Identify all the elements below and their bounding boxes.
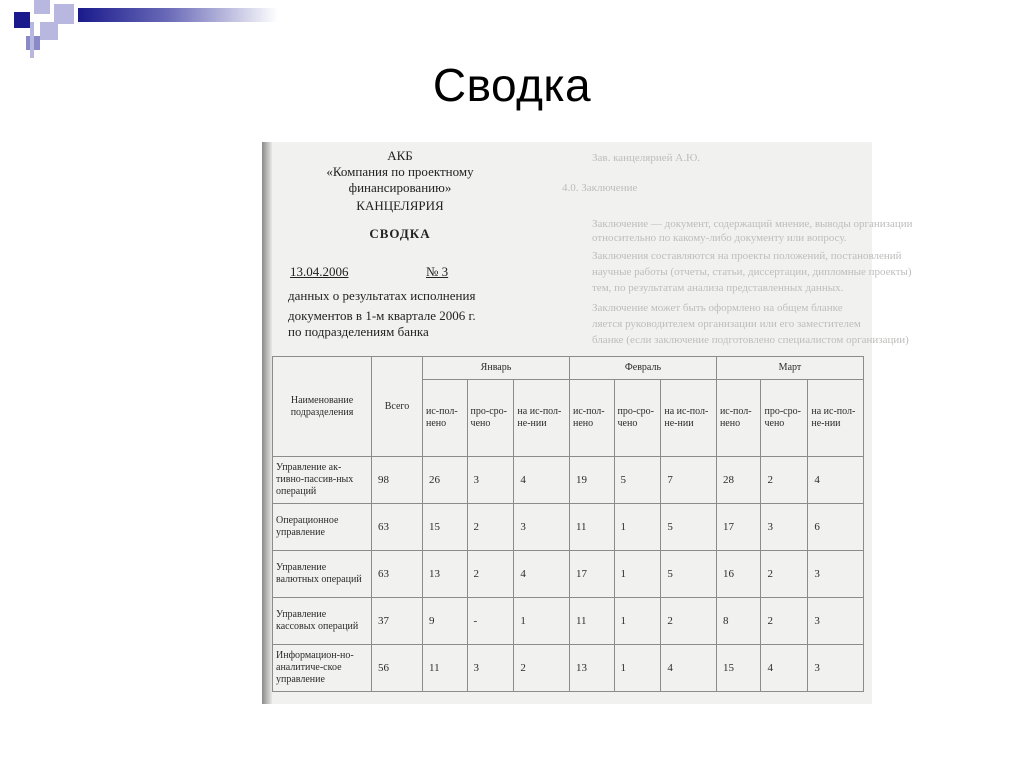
value-cell: 3	[467, 645, 514, 692]
total-column-header: Всего	[372, 357, 423, 457]
total-cell: 37	[372, 598, 423, 645]
month-header: Март	[716, 357, 863, 380]
value-cell: 4	[761, 645, 808, 692]
value-cell: 11	[569, 598, 614, 645]
ghost-text-line: Заключение может быть оформлено на общем бланке	[592, 302, 843, 314]
doc-date: 13.04.2006	[290, 264, 349, 279]
department-name-cell: Операционное управление	[273, 504, 372, 551]
value-cell: 11	[423, 645, 468, 692]
month-header: Январь	[423, 357, 570, 380]
subject-line: документов в 1-м квартале 2006 г.	[288, 308, 476, 323]
org-line: КАНЦЕЛЯРИЯ	[356, 198, 444, 213]
report-table	[272, 356, 864, 692]
scanned-document	[262, 142, 913, 704]
value-cell: 9	[423, 598, 468, 645]
department-name-cell: Информацион-но-аналитиче-ское управление	[273, 645, 372, 692]
value-cell: 3	[514, 504, 570, 551]
ghost-text-line: ляется руководителем организации или его заместителем	[592, 318, 861, 330]
decor-square	[14, 12, 30, 28]
ghost-text-line: тем, по результатам анализа представленных данных.	[592, 282, 844, 294]
value-cell: 19	[569, 457, 614, 504]
sub-header: на ис-пол-не-нии	[808, 380, 864, 457]
org-line: финансированию»	[348, 180, 452, 195]
value-cell: 4	[661, 645, 717, 692]
ghost-text-line: Заключения составляются на проекты положений, постановлений	[592, 250, 902, 262]
value-cell: 1	[614, 645, 661, 692]
value-cell: 11	[569, 504, 614, 551]
value-cell: 4	[808, 457, 864, 504]
table-row	[273, 504, 864, 551]
value-cell: 2	[761, 457, 808, 504]
value-cell: 1	[514, 598, 570, 645]
value-cell: 3	[761, 504, 808, 551]
ghost-text-line: относительно по какому-либо документу или вопросу.	[592, 232, 847, 244]
ghost-text-line: бланке (если заключение подготовлено специалистом организации)	[592, 334, 909, 346]
value-cell: 17	[716, 504, 761, 551]
sub-header: ис-пол-нено	[716, 380, 761, 457]
table-row	[273, 645, 864, 692]
value-cell: 2	[467, 551, 514, 598]
value-cell: 15	[423, 504, 468, 551]
value-cell: 7	[661, 457, 717, 504]
decor-square	[54, 4, 74, 24]
doc-number: № 3	[426, 264, 449, 279]
value-cell: 3	[808, 598, 864, 645]
slide-corner-decoration	[0, 0, 280, 60]
slide-title: Сводка	[432, 59, 592, 111]
org-line: «Компания по проектному	[326, 164, 474, 179]
value-cell: 6	[808, 504, 864, 551]
sub-header: ис-пол-нено	[423, 380, 468, 457]
sub-header: про-сро-чено	[761, 380, 808, 457]
ghost-text-line: Зав. канцелярией А.Ю.	[592, 152, 701, 164]
value-cell: 2	[761, 551, 808, 598]
value-cell: 2	[761, 598, 808, 645]
value-cell: 2	[661, 598, 717, 645]
sub-header: на ис-пол-не-нии	[514, 380, 570, 457]
name-column-header: Наименование подразделения	[273, 357, 372, 457]
value-cell: -	[467, 598, 514, 645]
subject-line: данных о результатах исполнения	[288, 288, 476, 303]
total-cell: 63	[372, 551, 423, 598]
sub-header: про-сро-чено	[467, 380, 514, 457]
table-row	[273, 457, 864, 504]
value-cell: 4	[514, 457, 570, 504]
decor-line	[30, 22, 34, 58]
decor-square	[34, 0, 50, 14]
department-name-cell: Управление валютных операций	[273, 551, 372, 598]
value-cell: 8	[716, 598, 761, 645]
total-cell: 63	[372, 504, 423, 551]
value-cell: 5	[661, 504, 717, 551]
decor-gradient-bar	[78, 8, 278, 22]
total-cell: 98	[372, 457, 423, 504]
value-cell: 1	[614, 598, 661, 645]
value-cell: 5	[614, 457, 661, 504]
total-cell: 56	[372, 645, 423, 692]
table-row	[273, 551, 864, 598]
value-cell: 3	[808, 551, 864, 598]
value-cell: 13	[423, 551, 468, 598]
value-cell: 3	[467, 457, 514, 504]
value-cell: 5	[661, 551, 717, 598]
org-line: АКБ	[387, 148, 413, 163]
department-name-cell: Управление кассовых операций	[273, 598, 372, 645]
value-cell: 28	[716, 457, 761, 504]
table-row	[273, 598, 864, 645]
ghost-text-line: Заключение — документ, содержащий мнение, выводы организации	[592, 218, 913, 230]
value-cell: 2	[467, 504, 514, 551]
value-cell: 26	[423, 457, 468, 504]
subject-line: по подразделениям банка	[288, 324, 429, 339]
ghost-text-line: 4.0. Заключение	[562, 182, 638, 194]
value-cell: 3	[808, 645, 864, 692]
value-cell: 17	[569, 551, 614, 598]
value-cell: 13	[569, 645, 614, 692]
value-cell: 16	[716, 551, 761, 598]
report-table-body	[273, 457, 864, 692]
month-header: Февраль	[569, 357, 716, 380]
department-name-cell: Управление ак-тивно-пассив-ных операций	[273, 457, 372, 504]
ghost-text-line: научные работы (отчеты, статьи, диссертации, дипломные проекты)	[592, 266, 912, 278]
value-cell: 4	[514, 551, 570, 598]
sub-header: ис-пол-нено	[569, 380, 614, 457]
value-cell: 1	[614, 551, 661, 598]
scan-edge-shadow	[262, 142, 272, 704]
sub-header: на ис-пол-не-нии	[661, 380, 717, 457]
doc-type: СВОДКА	[369, 226, 431, 241]
value-cell: 15	[716, 645, 761, 692]
value-cell: 2	[514, 645, 570, 692]
decor-square	[40, 22, 58, 40]
sub-header: про-сро-чено	[614, 380, 661, 457]
value-cell: 1	[614, 504, 661, 551]
